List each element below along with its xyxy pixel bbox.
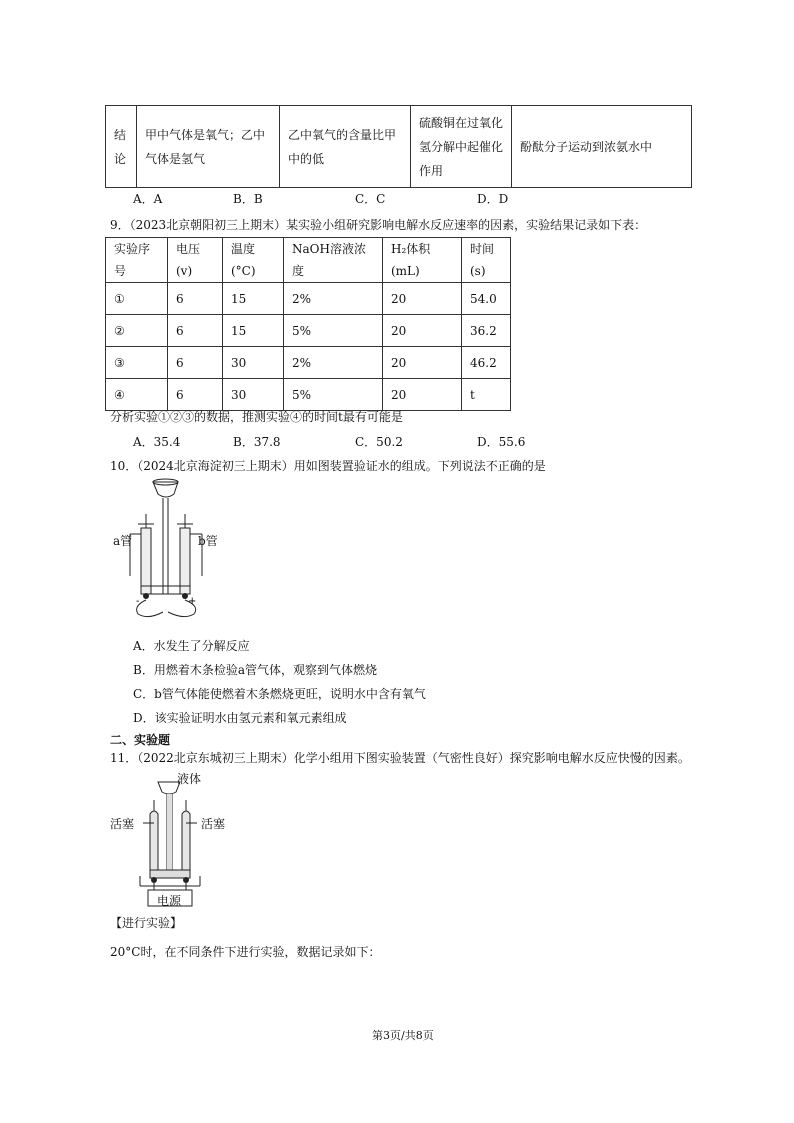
table-header-cell: H₂体积(mL) [383,238,462,283]
table-row [106,347,511,379]
table-header-cell: 实验序号 [106,238,168,283]
table-cell: 36.2 [462,315,511,347]
table-row [106,379,511,411]
q10-option-b: B．用燃着木条检验a管气体，观察到气体燃烧 [133,663,377,677]
liquid-label: 液体 [177,772,202,786]
table-cell: 20 [383,347,462,379]
table-cell: 15 [223,315,284,347]
q8-option-c: C．C [355,192,386,206]
table-cell: 20 [383,379,462,411]
q10-option-c: C．b管气体能使燃着木条燃烧更旺，说明水中含有氧气 [133,687,426,701]
table-cell: 2% [284,347,383,379]
minus-sign: - [136,596,140,607]
q8-option-a: A．A [133,192,163,206]
table-cell: 30 [223,379,284,411]
table-cell: 2% [284,283,383,315]
table-header-cell: NaOH溶液浓度 [284,238,383,283]
q9-option-d: D．55.6 [477,435,526,449]
table-row [106,283,511,315]
q9-data-table [105,237,511,411]
table-cell: 30 [223,347,284,379]
q8-cell-2: 乙中氧气的含量比甲中的低 [280,106,411,188]
q9-option-a: A．35.4 [133,435,181,449]
table-row [106,315,511,347]
experiment-condition: 20°C时，在不同条件下进行实验，数据记录如下： [110,945,381,959]
page-number: 第3页/共8页 [372,1029,434,1042]
section-title: 二、实验题 [110,733,171,747]
table-cell: 6 [168,347,223,379]
q8-option-b: B．B [233,192,263,206]
q8-cell-4: 酚酞分子运动到浓氨水中 [512,106,692,188]
q8-cell-3: 硫酸铜在过氧化氢分解中起催化作用 [411,106,512,188]
b-tube-label: b管 [198,534,218,548]
table-cell: 6 [168,283,223,315]
q10-option-a: A．水发生了分解反应 [133,639,250,653]
table-cell: 15 [223,283,284,315]
table-cell: 6 [168,315,223,347]
q11-stem: 11．（2022北京东城初三上期末）化学小组用下图实验装置（气密性良好）探究影响电解水反应快慢的因素。 [110,751,690,765]
a-tube-label: a管 [113,534,133,548]
subheading: 【进行实验】 [110,916,183,930]
table-cell: 20 [383,283,462,315]
q8-option-d: D．D [477,192,509,206]
q9-stem: 9．（2023北京朝阳初三上期末）某实验小组研究影响电解水反应速率的因素，实验结果记录如下表： [110,218,647,232]
right-valve-label: 活塞 [201,817,226,831]
table-header-cell: 电压(v) [168,238,223,283]
table-cell: 54.0 [462,283,511,315]
q8-conclusion-table [105,105,692,188]
table-header-cell: 温度(°C) [223,238,284,283]
table-cell: 46.2 [462,347,511,379]
q8-conclusion-header: 结论 [106,106,137,188]
q9-option-b: B．37.8 [233,435,281,449]
q10-option-d: D．该实验证明水由氢元素和氧元素组成 [133,711,347,725]
table-cell: t [462,379,511,411]
q9-question: 分析实验①②③的数据，推测实验④的时间t最有可能是 [110,410,403,424]
table-header-row [106,238,511,283]
table-header-cell: 时间(s) [462,238,511,283]
q9-option-c: C．50.2 [355,435,403,449]
power-supply-label: 电源 [157,894,182,908]
left-valve-label: 活塞 [110,817,135,831]
table-cell: ③ [106,347,168,379]
q8-cell-1: 甲中气体是氧气；乙中气体是氢气 [137,106,280,188]
table-cell: 5% [284,379,383,411]
table-cell: 20 [383,315,462,347]
table-cell: 5% [284,315,383,347]
q10-stem: 10．（2024北京海淀初三上期末）用如图装置验证水的组成。下列说法不正确的是 [110,459,546,473]
q11-apparatus-figure [108,768,238,908]
table-cell: ② [106,315,168,347]
table-cell: ① [106,283,168,315]
table-cell: ④ [106,379,168,411]
table-cell: 6 [168,379,223,411]
plus-sign: + [188,596,197,607]
